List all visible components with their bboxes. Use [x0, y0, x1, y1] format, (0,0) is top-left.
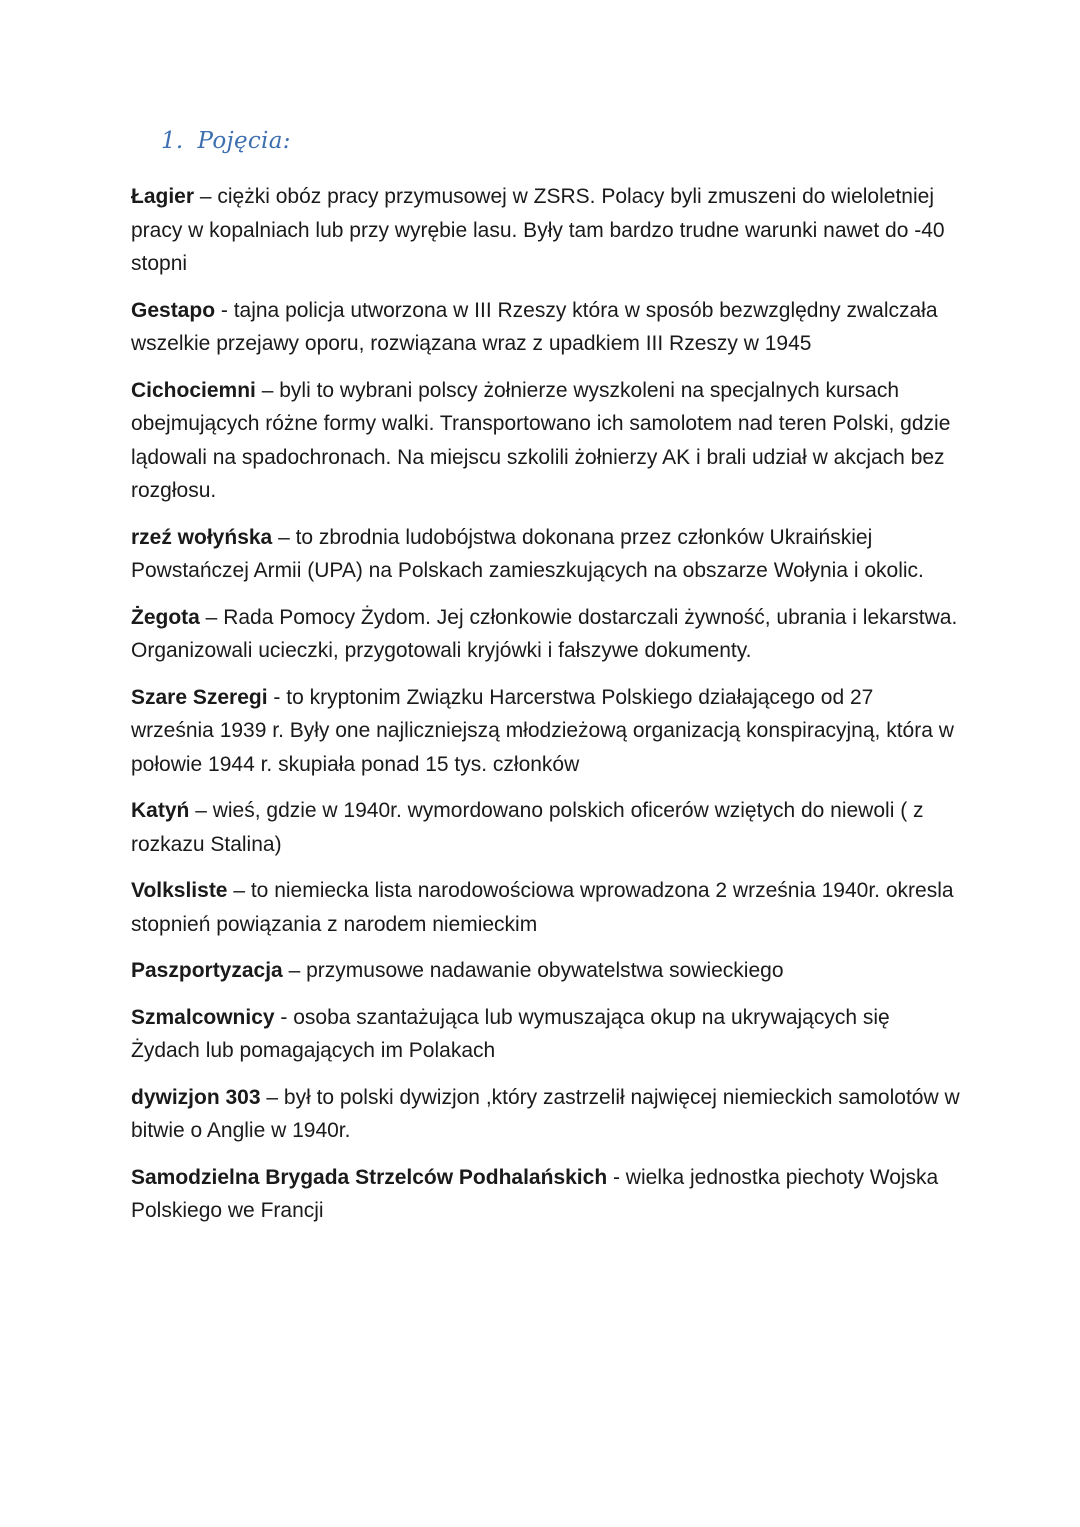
definition-entry — [131, 1081, 961, 1148]
definition-text: – wieś, gdzie w 1940r. wymordowano polskich oficerów wziętych do niewoli ( z rozkazu Stalina) — [131, 799, 924, 856]
section-number: 1. — [161, 128, 184, 154]
definition-term: dywizjon 303 — [131, 1085, 261, 1109]
definition-term: Katyń — [131, 799, 190, 822]
definition-text: - to kryptonim Związku Harcerstwa Polskiego działającego od 27 września 1939 r. Były one najliczniejszą młodzieżową organizacją konspiracyjną, która w połowie 1944 r. skupiała ponad 15 tys. członków — [131, 685, 954, 776]
definition-text: – przymusowe nadawanie obywatelstwa sowieckiego — [282, 959, 784, 982]
definition-term: Cichociemni — [131, 378, 256, 402]
section-heading — [161, 128, 291, 154]
definition-entry — [131, 681, 961, 782]
definition-entry — [131, 954, 961, 988]
definition-entry — [131, 1161, 961, 1228]
definition-term: rzeź wołyńska — [131, 525, 273, 549]
definition-entry — [131, 521, 961, 588]
definition-term: Gestapo — [131, 298, 216, 322]
definition-entry — [131, 294, 961, 361]
definition-text: – to zbrodnia ludobójstwa dokonana przez członków Ukraińskiej Powstańczej Armii (UPA) na Polskach zamieszkujących na obszarze Wołynia i okolic. — [131, 525, 924, 582]
definition-term: Żegota — [131, 605, 200, 629]
definition-text: – byli to wybrani polscy żołnierze wyszkoleni na specjalnych kursach obejmujących różne formy walki. Transportowano ich samolotem nad teren Polski, gdzie lądowali na spadochronach. Na miejscu szkolili żołnierzy AK i brali udział w akcjach bez rozgłosu. — [131, 378, 951, 502]
definition-entry — [131, 794, 961, 861]
definition-text: – ciężki obóz pracy przymusowej w ZSRS. Polacy byli zmuszeni do wieloletniej pracy w kopalniach lub przy wyrębie lasu. Były tam bardzo trudne warunki nawet do -40 stopni — [131, 185, 945, 275]
definition-term: Paszportyzacja — [131, 959, 283, 982]
definition-text: – był to polski dywizjon ,który zastrzelił najwięcej niemieckich samolotów w bitwie o Anglie w 1940r. — [131, 1085, 960, 1142]
definition-entry — [131, 601, 961, 668]
definition-text: - tajna policja utworzona w III Rzeszy która w sposób bezwzględny zwalczała wszelkie przejawy oporu, rozwiązana wraz z upadkiem III Rzeszy w 1945 — [131, 298, 938, 355]
definitions-list — [131, 180, 961, 1241]
definition-entry — [131, 874, 961, 941]
definition-text: - wielka jednostka piechoty Wojska Polskiego we Francji — [131, 1165, 939, 1222]
definition-entry — [131, 374, 961, 508]
definition-entry — [131, 1001, 961, 1068]
definition-term: Volksliste — [131, 879, 228, 902]
definition-text: – to niemiecka lista narodowościowa wprowadzona 2 września 1940r. okresla stopnień powiązania z narodem niemieckim — [131, 879, 954, 936]
definition-text: – Rada Pomocy Żydom. Jej członkowie dostarczali żywność, ubrania i lekarstwa. Organizowali ucieczki, przygotowali kryjówki i fałszywe dokumenty. — [131, 605, 958, 662]
definition-term: Szare Szeregi — [131, 685, 268, 709]
definition-text: - osoba szantażująca lub wymuszająca okup na ukrywających się Żydach lub pomagających im Polakach — [131, 1005, 890, 1062]
definition-entry — [131, 180, 961, 281]
definition-term: Szmalcownicy — [131, 1005, 275, 1029]
section-title: Pojęcia: — [197, 128, 291, 154]
definition-term: Łagier — [131, 185, 195, 208]
definition-term: Samodzielna Brygada Strzelców Podhalańskich — [131, 1165, 608, 1189]
